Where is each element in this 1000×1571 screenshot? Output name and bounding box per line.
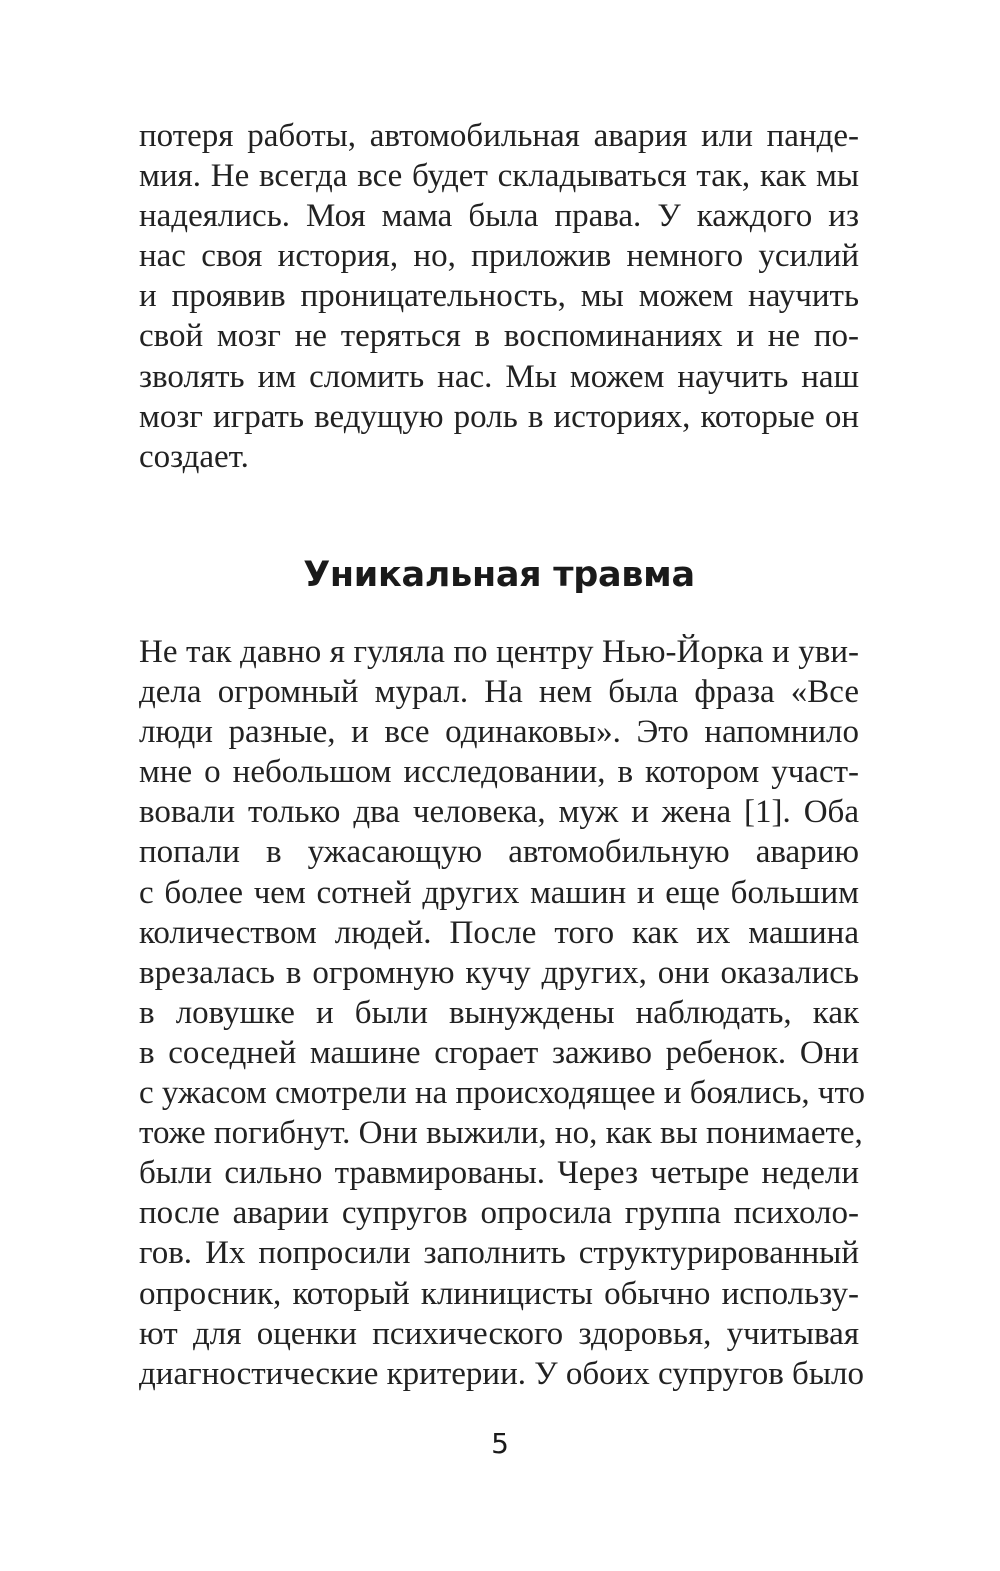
- text-line: были сильно травмированы. Через четыре недели: [139, 1155, 859, 1192]
- text-line: надеялись. Моя мама была права. У каждого из: [139, 198, 859, 235]
- text-line: в ловушке и были вынуждены наблюдать, как: [139, 994, 859, 1031]
- text-line: потеря работы, автомобильная авария или панде-: [139, 118, 859, 154]
- text-line: мне о небольшом исследовании, в котором участ-: [139, 754, 859, 791]
- text-line: в соседней машине сгорает заживо ребенок. Они: [139, 1034, 859, 1071]
- text-line: ют для оценки психического здоровья, учитывая: [139, 1315, 859, 1352]
- text-line: мия. Не всегда все будет складываться так, как мы: [139, 158, 859, 195]
- page-number: 5: [491, 1427, 509, 1460]
- text-line: тоже погибнут. Они выжили, но, как вы понимаете,: [139, 1115, 863, 1152]
- text-line: врезалась в огромную кучу других, они оказались: [139, 954, 859, 991]
- text-line: с ужасом смотрели на происходящее и боялись, что: [139, 1075, 865, 1112]
- section-heading: Уникальная травма: [303, 555, 695, 595]
- text-line: количеством людей. После того как их машина: [139, 914, 859, 951]
- text-line: Не так давно я гуляла по центру Нью-Йорка и уви-: [139, 634, 859, 670]
- text-line: опросник, который клиницисты обычно использу-: [139, 1275, 859, 1312]
- text-line: свой мозг не теряться в воспоминаниях и не по-: [139, 318, 859, 355]
- text-line: после аварии супругов опросила группа психоло-: [139, 1195, 859, 1232]
- text-line: мозг играть ведущую роль в историях, которые он: [139, 398, 859, 435]
- text-line: вовали только два человека, муж и жена [1]. Оба: [139, 794, 859, 831]
- text-line: с более чем сотней других машин и еще большим: [139, 874, 859, 911]
- text-line: создает.: [139, 438, 249, 475]
- text-line: зволять им сломить нас. Мы можем научить наш: [139, 358, 859, 395]
- page-content: [139, 116, 865, 1392]
- paragraph-intro: [139, 116, 859, 477]
- text-line: гов. Их попросили заполнить структурированный: [139, 1235, 859, 1272]
- text-line: люди разные, и все одинаковы». Это напомнило: [139, 714, 859, 751]
- text-line: дела огромный мурал. На нем была фраза «Все: [139, 674, 859, 711]
- text-line: диагностические критерии. У обоих супругов было: [139, 1355, 864, 1392]
- paragraph-unique-trauma: [139, 632, 865, 1394]
- text-line: нас своя история, но, приложив немного усилий: [139, 238, 859, 275]
- text-line: попали в ужасающую автомобильную аварию: [139, 834, 859, 871]
- text-line: и проявив проницательность, мы можем научить: [139, 278, 859, 315]
